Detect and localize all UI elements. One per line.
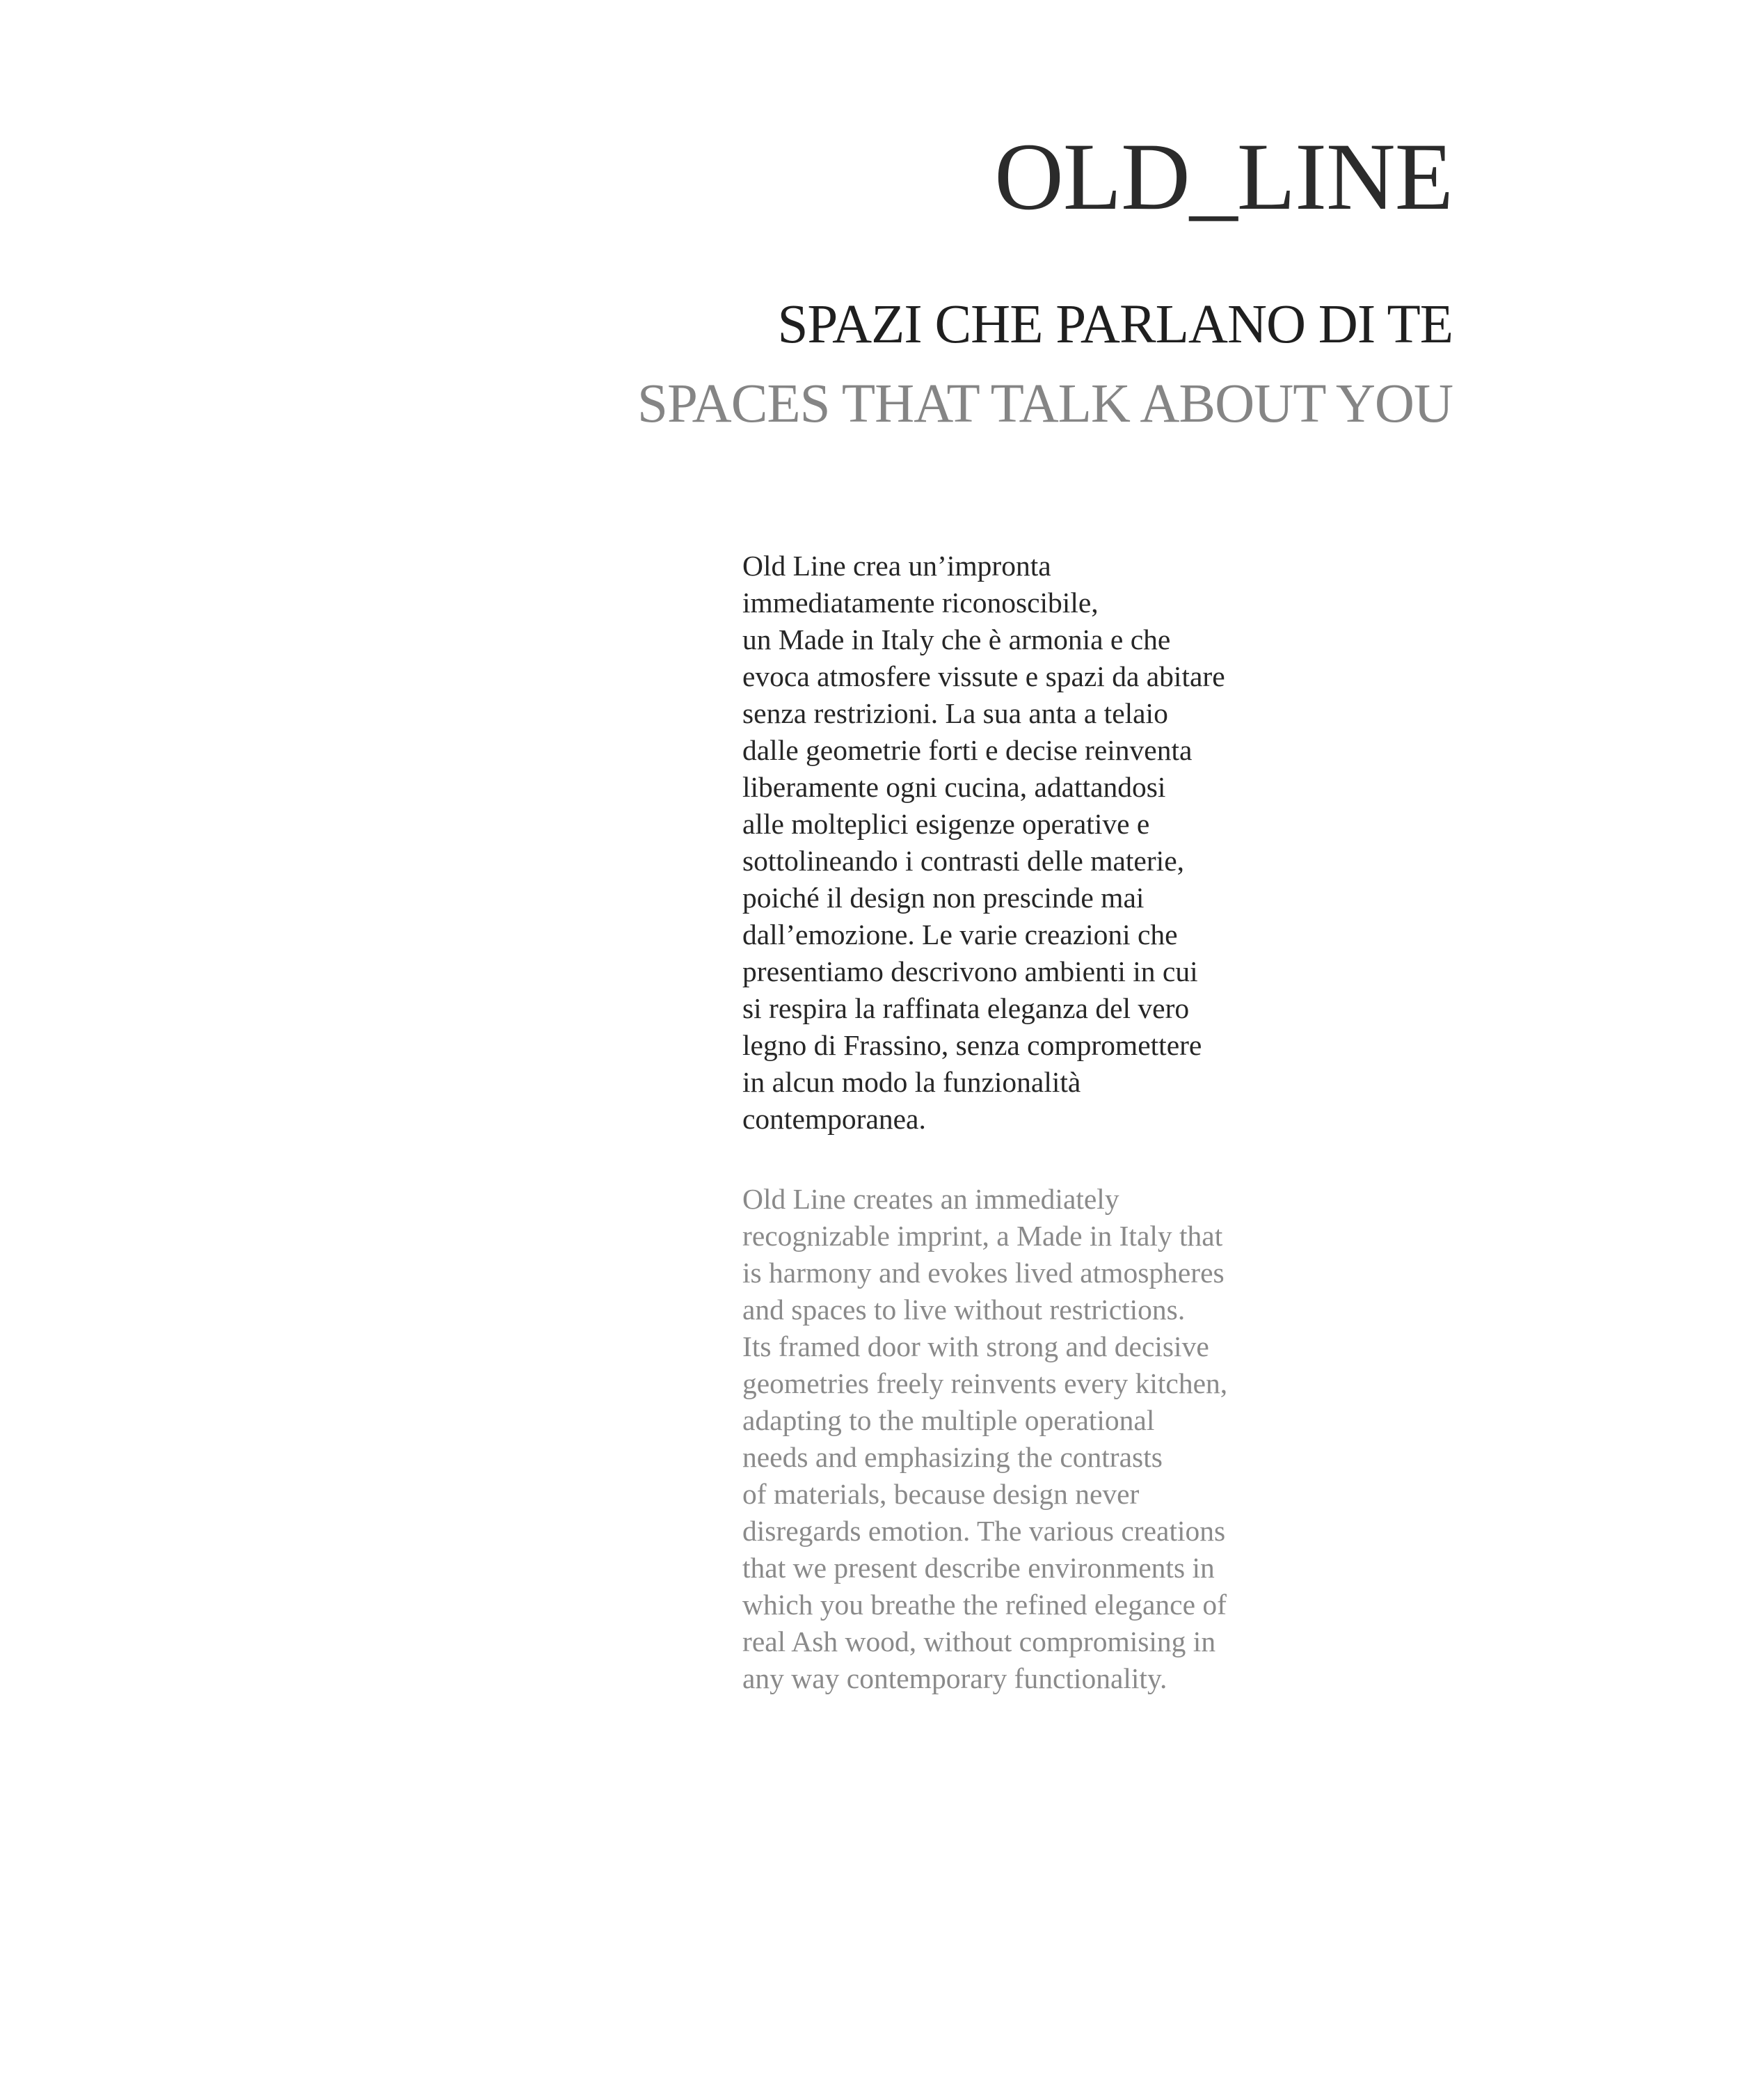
paragraph-line: legno di Frassino, senza compromettere [742,1029,1202,1061]
paragraph-line: that we present describe environments in [742,1552,1215,1584]
paragraph-line: dalle geometrie forti e decise reinventa [742,734,1193,766]
page-title: OLD_LINE [994,123,1453,230]
subtitle-english: SPACES THAT TALK ABOUT YOU [637,374,1453,434]
paragraph-line: Its framed door with strong and decisive [742,1330,1209,1362]
paragraph-line: senza restrizioni. La sua anta a telaio [742,697,1168,729]
paragraph-line: in alcun modo la funzionalità [742,1066,1081,1098]
paragraph-line: real Ash wood, without compromising in [742,1625,1216,1657]
paragraph-line: is harmony and evokes lived atmospheres [742,1257,1225,1289]
paragraph-line: needs and emphasizing the contrasts [742,1441,1163,1473]
paragraph-line: geometries freely reinvents every kitchen, [742,1367,1228,1399]
paragraph-line: presentiamo descrivono ambienti in cui [742,955,1198,987]
paragraph-line: contemporanea. [742,1103,926,1135]
subtitle-italian: SPAZI CHE PARLANO DI TE [777,294,1453,355]
paragraph-english [742,1181,1285,1697]
paragraph-line: of materials, because design never [742,1478,1140,1510]
paragraph-line: Old Line creates an immediately [742,1183,1119,1215]
paragraph-line: any way contemporary functionality. [742,1662,1167,1694]
paragraph-line: and spaces to live without restrictions. [742,1294,1186,1326]
paragraph-line: which you breathe the refined elegance of [742,1589,1227,1621]
paragraph-line: evoca atmosfere vissute e spazi da abitare [742,660,1225,692]
paragraph-line: liberamente ogni cucina, adattandosi [742,771,1166,803]
paragraph-line: poiché il design non prescinde mai [742,882,1145,914]
paragraph-line: si respira la raffinata eleganza del vero [742,992,1190,1024]
paragraph-line: alle molteplici esigenze operative e [742,808,1150,840]
paragraph-italian [742,548,1285,1138]
paragraph-line: sottolineando i contrasti delle materie, [742,845,1184,877]
paragraph-line: immediatamente riconoscibile, [742,587,1099,619]
paragraph-line: Old Line crea un’impronta [742,550,1051,582]
paragraph-line: adapting to the multiple operational [742,1404,1155,1436]
paragraph-line: disregards emotion. The various creations [742,1515,1226,1547]
paragraph-line: un Made in Italy che è armonia e che [742,623,1171,655]
paragraph-line: dall’emozione. Le varie creazioni che [742,918,1178,950]
paragraph-line: recognizable imprint, a Made in Italy that [742,1220,1223,1252]
